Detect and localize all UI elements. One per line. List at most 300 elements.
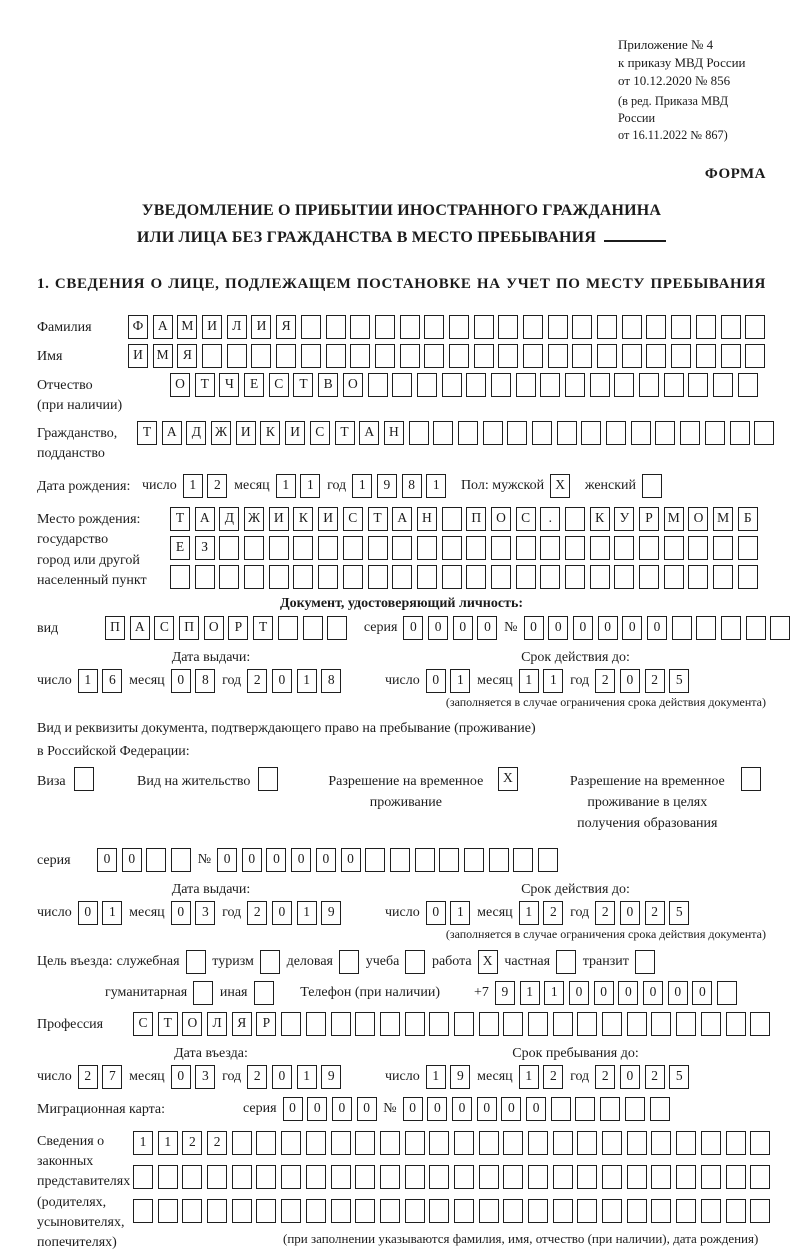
representative-cell[interactable] <box>256 1165 276 1189</box>
entry-day-cell[interactable]: 7 <box>102 1065 122 1089</box>
citizenship-cell[interactable] <box>680 421 700 445</box>
birth-place-cell[interactable] <box>392 536 412 560</box>
patronymic-cell[interactable] <box>565 373 585 397</box>
migration-number-cell[interactable] <box>600 1097 620 1121</box>
patronymic-cell[interactable] <box>540 373 560 397</box>
representative-cell[interactable] <box>726 1199 746 1223</box>
migration-series-cell[interactable]: 0 <box>332 1097 352 1121</box>
purpose-transit-checkbox[interactable] <box>635 950 655 974</box>
birth-place-cell[interactable] <box>540 565 560 589</box>
valid-day-cell[interactable]: 1 <box>450 669 470 693</box>
citizenship-cell[interactable] <box>532 421 552 445</box>
birth-place-cell[interactable] <box>318 565 338 589</box>
representative-cell[interactable] <box>577 1165 597 1189</box>
entry-year-cell[interactable]: 9 <box>321 1065 341 1089</box>
representative-cell[interactable] <box>627 1131 647 1155</box>
citizenship-cell[interactable] <box>705 421 725 445</box>
representative-cell[interactable] <box>429 1165 449 1189</box>
profession-cell[interactable] <box>479 1012 499 1036</box>
patronymic-cell[interactable]: Т <box>195 373 215 397</box>
birth-place-cell[interactable] <box>565 507 585 531</box>
name-cell[interactable] <box>474 344 494 368</box>
birth-place-cell[interactable]: Д <box>219 507 239 531</box>
representative-cell[interactable] <box>306 1165 326 1189</box>
representative-cell[interactable] <box>158 1165 178 1189</box>
phone-cell[interactable]: 0 <box>668 981 688 1005</box>
issue-year-cell[interactable]: 1 <box>297 669 317 693</box>
doc-kind-cell[interactable]: Р <box>228 616 248 640</box>
patronymic-cell[interactable]: Е <box>244 373 264 397</box>
purpose-study-checkbox[interactable] <box>405 950 425 974</box>
issue-day-cell[interactable]: 1 <box>78 669 98 693</box>
stay-day-cell[interactable]: 9 <box>450 1065 470 1089</box>
residence-number-cell[interactable]: 0 <box>341 848 361 872</box>
representative-cell[interactable] <box>232 1199 252 1223</box>
temp-residence-checkbox[interactable]: X <box>498 767 518 791</box>
res-issue-year-cell[interactable]: 1 <box>297 901 317 925</box>
birth-place-cell[interactable] <box>491 565 511 589</box>
representative-cell[interactable] <box>750 1131 770 1155</box>
representative-cell[interactable] <box>380 1165 400 1189</box>
birth-day-cell[interactable]: 2 <box>207 474 227 498</box>
profession-cell[interactable] <box>306 1012 326 1036</box>
birth-place-cell[interactable]: П <box>466 507 486 531</box>
birth-place-cell[interactable] <box>417 536 437 560</box>
residence-number-cell[interactable]: 0 <box>266 848 286 872</box>
surname-cell[interactable]: Я <box>276 315 296 339</box>
representative-cell[interactable]: 1 <box>158 1131 178 1155</box>
citizenship-cell[interactable] <box>631 421 651 445</box>
res-valid-year-cell[interactable]: 0 <box>620 901 640 925</box>
citizenship-cell[interactable] <box>557 421 577 445</box>
birth-place-cell[interactable] <box>688 536 708 560</box>
res-issue-day-cell[interactable]: 0 <box>78 901 98 925</box>
birth-place-cell[interactable] <box>614 565 634 589</box>
representative-cell[interactable] <box>281 1199 301 1223</box>
profession-cell[interactable]: С <box>133 1012 153 1036</box>
birth-place-cell[interactable] <box>219 565 239 589</box>
residence-number-cell[interactable]: 0 <box>291 848 311 872</box>
res-valid-day-cell[interactable]: 1 <box>450 901 470 925</box>
citizenship-cell[interactable]: И <box>285 421 305 445</box>
representative-cell[interactable] <box>133 1199 153 1223</box>
residence-number-cell[interactable]: 0 <box>242 848 262 872</box>
representative-cell[interactable] <box>158 1199 178 1223</box>
representative-cell[interactable] <box>133 1165 153 1189</box>
birth-place-cell[interactable] <box>244 536 264 560</box>
residence-number-cell[interactable] <box>464 848 484 872</box>
doc-number-cell[interactable]: 0 <box>548 616 568 640</box>
entry-month-cell[interactable]: 0 <box>171 1065 191 1089</box>
representative-cell[interactable] <box>577 1131 597 1155</box>
representative-cell[interactable] <box>553 1199 573 1223</box>
representative-cell[interactable] <box>355 1199 375 1223</box>
residence-number-cell[interactable] <box>365 848 385 872</box>
name-cell[interactable] <box>721 344 741 368</box>
res-valid-day-cell[interactable]: 0 <box>426 901 446 925</box>
issue-day-cell[interactable]: 6 <box>102 669 122 693</box>
doc-number-cell[interactable] <box>672 616 692 640</box>
patronymic-cell[interactable] <box>664 373 684 397</box>
citizenship-cell[interactable]: А <box>359 421 379 445</box>
res-issue-year-cell[interactable]: 0 <box>272 901 292 925</box>
representative-cell[interactable] <box>207 1165 227 1189</box>
migration-number-cell[interactable] <box>625 1097 645 1121</box>
birth-place-cell[interactable] <box>639 536 659 560</box>
birth-month-cell[interactable]: 1 <box>300 474 320 498</box>
representative-cell[interactable] <box>405 1131 425 1155</box>
representative-cell[interactable] <box>503 1199 523 1223</box>
patronymic-cell[interactable] <box>368 373 388 397</box>
representative-cell[interactable]: 1 <box>133 1131 153 1155</box>
representative-cell[interactable] <box>331 1131 351 1155</box>
representative-cell[interactable] <box>207 1199 227 1223</box>
surname-cell[interactable] <box>301 315 321 339</box>
representative-cell[interactable] <box>256 1131 276 1155</box>
patronymic-cell[interactable]: В <box>318 373 338 397</box>
representative-cell[interactable]: 2 <box>182 1131 202 1155</box>
issue-year-cell[interactable]: 8 <box>321 669 341 693</box>
birth-place-cell[interactable]: О <box>491 507 511 531</box>
residence-number-cell[interactable]: 0 <box>217 848 237 872</box>
profession-cell[interactable] <box>503 1012 523 1036</box>
purpose-private-checkbox[interactable] <box>556 950 576 974</box>
migration-number-cell[interactable]: 0 <box>452 1097 472 1121</box>
representative-cell[interactable] <box>182 1199 202 1223</box>
representative-cell[interactable] <box>627 1199 647 1223</box>
res-valid-year-cell[interactable]: 2 <box>595 901 615 925</box>
doc-series-cell[interactable]: 0 <box>477 616 497 640</box>
name-cell[interactable]: И <box>128 344 148 368</box>
birth-place-cell[interactable] <box>466 565 486 589</box>
residence-series-cell[interactable]: 0 <box>97 848 117 872</box>
migration-number-cell[interactable] <box>575 1097 595 1121</box>
surname-cell[interactable] <box>721 315 741 339</box>
birth-place-cell[interactable] <box>392 565 412 589</box>
patronymic-cell[interactable] <box>417 373 437 397</box>
citizenship-cell[interactable] <box>433 421 453 445</box>
birth-place-cell[interactable] <box>466 536 486 560</box>
representative-cell[interactable] <box>429 1131 449 1155</box>
patronymic-cell[interactable] <box>491 373 511 397</box>
entry-year-cell[interactable]: 0 <box>272 1065 292 1089</box>
residence-number-cell[interactable] <box>538 848 558 872</box>
birth-place-cell[interactable]: Т <box>170 507 190 531</box>
stay-year-cell[interactable]: 2 <box>645 1065 665 1089</box>
representative-cell[interactable] <box>528 1131 548 1155</box>
doc-kind-cell[interactable]: Т <box>253 616 273 640</box>
doc-number-cell[interactable] <box>746 616 766 640</box>
birth-place-cell[interactable] <box>516 536 536 560</box>
representative-cell[interactable]: 2 <box>207 1131 227 1155</box>
representative-cell[interactable] <box>602 1199 622 1223</box>
birth-place-cell[interactable] <box>293 536 313 560</box>
valid-month-cell[interactable]: 1 <box>543 669 563 693</box>
representative-cell[interactable] <box>676 1165 696 1189</box>
name-cell[interactable] <box>400 344 420 368</box>
representative-cell[interactable] <box>232 1165 252 1189</box>
phone-cell[interactable]: 9 <box>495 981 515 1005</box>
birth-place-cell[interactable] <box>664 565 684 589</box>
representative-cell[interactable] <box>627 1165 647 1189</box>
patronymic-cell[interactable] <box>738 373 758 397</box>
birth-place-cell[interactable]: И <box>269 507 289 531</box>
temp-residence-education-checkbox[interactable] <box>741 767 761 791</box>
name-cell[interactable] <box>646 344 666 368</box>
representative-cell[interactable] <box>479 1199 499 1223</box>
profession-cell[interactable] <box>676 1012 696 1036</box>
purpose-business-checkbox[interactable] <box>339 950 359 974</box>
patronymic-cell[interactable] <box>688 373 708 397</box>
birth-place-cell[interactable]: К <box>590 507 610 531</box>
birth-place-cell[interactable]: М <box>713 507 733 531</box>
doc-number-cell[interactable]: 0 <box>598 616 618 640</box>
surname-cell[interactable] <box>696 315 716 339</box>
birth-place-cell[interactable]: О <box>688 507 708 531</box>
representative-cell[interactable] <box>429 1199 449 1223</box>
profession-cell[interactable] <box>750 1012 770 1036</box>
valid-year-cell[interactable]: 2 <box>595 669 615 693</box>
birth-place-cell[interactable] <box>170 565 190 589</box>
name-cell[interactable] <box>449 344 469 368</box>
surname-cell[interactable] <box>572 315 592 339</box>
doc-number-cell[interactable]: 0 <box>573 616 593 640</box>
res-issue-day-cell[interactable]: 1 <box>102 901 122 925</box>
birth-place-cell[interactable] <box>442 536 462 560</box>
surname-cell[interactable] <box>375 315 395 339</box>
stay-month-cell[interactable]: 1 <box>519 1065 539 1089</box>
name-cell[interactable] <box>498 344 518 368</box>
representative-cell[interactable] <box>306 1199 326 1223</box>
name-cell[interactable]: М <box>153 344 173 368</box>
representative-cell[interactable] <box>602 1131 622 1155</box>
phone-cell[interactable] <box>717 981 737 1005</box>
surname-cell[interactable]: М <box>177 315 197 339</box>
sex-female-checkbox[interactable] <box>642 474 662 498</box>
representative-cell[interactable] <box>676 1131 696 1155</box>
birth-place-cell[interactable] <box>614 536 634 560</box>
patronymic-cell[interactable]: Т <box>293 373 313 397</box>
citizenship-cell[interactable] <box>655 421 675 445</box>
representative-cell[interactable] <box>701 1199 721 1223</box>
purpose-official-checkbox[interactable] <box>186 950 206 974</box>
birth-place-cell[interactable] <box>565 565 585 589</box>
patronymic-cell[interactable] <box>466 373 486 397</box>
doc-kind-cell[interactable]: О <box>204 616 224 640</box>
entry-month-cell[interactable]: 3 <box>195 1065 215 1089</box>
name-cell[interactable] <box>202 344 222 368</box>
birth-place-cell[interactable] <box>368 565 388 589</box>
birth-month-cell[interactable]: 1 <box>276 474 296 498</box>
entry-day-cell[interactable]: 2 <box>78 1065 98 1089</box>
patronymic-cell[interactable]: О <box>343 373 363 397</box>
birth-place-cell[interactable] <box>688 565 708 589</box>
migration-series-cell[interactable]: 0 <box>307 1097 327 1121</box>
name-cell[interactable] <box>424 344 444 368</box>
stay-year-cell[interactable]: 0 <box>620 1065 640 1089</box>
birth-place-cell[interactable] <box>516 565 536 589</box>
doc-number-cell[interactable] <box>721 616 741 640</box>
name-cell[interactable]: Я <box>177 344 197 368</box>
phone-cell[interactable]: 0 <box>692 981 712 1005</box>
profession-cell[interactable] <box>553 1012 573 1036</box>
birth-place-cell[interactable] <box>713 565 733 589</box>
name-cell[interactable] <box>350 344 370 368</box>
name-cell[interactable] <box>301 344 321 368</box>
surname-cell[interactable] <box>449 315 469 339</box>
representative-cell[interactable] <box>701 1131 721 1155</box>
citizenship-cell[interactable]: Т <box>335 421 355 445</box>
citizenship-cell[interactable]: Т <box>137 421 157 445</box>
res-issue-month-cell[interactable]: 0 <box>171 901 191 925</box>
doc-kind-cell[interactable] <box>303 616 323 640</box>
birth-day-cell[interactable]: 1 <box>183 474 203 498</box>
res-valid-year-cell[interactable]: 2 <box>645 901 665 925</box>
profession-cell[interactable] <box>405 1012 425 1036</box>
phone-cell[interactable]: 0 <box>594 981 614 1005</box>
name-cell[interactable] <box>745 344 765 368</box>
representative-cell[interactable] <box>306 1131 326 1155</box>
phone-cell[interactable]: 1 <box>544 981 564 1005</box>
birth-place-cell[interactable]: И <box>318 507 338 531</box>
profession-cell[interactable]: Т <box>158 1012 178 1036</box>
birth-place-cell[interactable] <box>442 565 462 589</box>
patronymic-cell[interactable]: О <box>170 373 190 397</box>
res-issue-year-cell[interactable]: 2 <box>247 901 267 925</box>
patronymic-cell[interactable] <box>590 373 610 397</box>
representative-cell[interactable] <box>479 1165 499 1189</box>
res-valid-month-cell[interactable]: 2 <box>543 901 563 925</box>
representative-cell[interactable] <box>331 1165 351 1189</box>
citizenship-cell[interactable]: С <box>310 421 330 445</box>
representative-cell[interactable] <box>479 1131 499 1155</box>
migration-series-cell[interactable]: 0 <box>357 1097 377 1121</box>
birth-place-cell[interactable]: . <box>540 507 560 531</box>
name-cell[interactable] <box>227 344 247 368</box>
representative-cell[interactable] <box>454 1199 474 1223</box>
profession-cell[interactable] <box>281 1012 301 1036</box>
representative-cell[interactable] <box>256 1199 276 1223</box>
patronymic-cell[interactable] <box>639 373 659 397</box>
purpose-tourism-checkbox[interactable] <box>260 950 280 974</box>
sex-male-checkbox[interactable]: X <box>550 474 570 498</box>
patronymic-cell[interactable]: Ч <box>219 373 239 397</box>
citizenship-cell[interactable] <box>730 421 750 445</box>
profession-cell[interactable] <box>651 1012 671 1036</box>
birth-place-cell[interactable] <box>442 507 462 531</box>
birth-place-cell[interactable] <box>738 536 758 560</box>
phone-cell[interactable]: 0 <box>643 981 663 1005</box>
residence-series-cell[interactable]: 0 <box>122 848 142 872</box>
birth-place-cell[interactable]: Е <box>170 536 190 560</box>
name-cell[interactable] <box>597 344 617 368</box>
profession-cell[interactable] <box>355 1012 375 1036</box>
profession-cell[interactable]: О <box>182 1012 202 1036</box>
representative-cell[interactable] <box>651 1165 671 1189</box>
issue-year-cell[interactable]: 2 <box>247 669 267 693</box>
birth-place-cell[interactable] <box>417 565 437 589</box>
profession-cell[interactable] <box>602 1012 622 1036</box>
residence-series-cell[interactable] <box>146 848 166 872</box>
residence-number-cell[interactable] <box>489 848 509 872</box>
citizenship-cell[interactable] <box>606 421 626 445</box>
profession-cell[interactable]: Р <box>256 1012 276 1036</box>
stay-year-cell[interactable]: 5 <box>669 1065 689 1089</box>
birth-place-cell[interactable]: А <box>195 507 215 531</box>
birth-place-cell[interactable]: Р <box>639 507 659 531</box>
representative-cell[interactable] <box>651 1131 671 1155</box>
name-cell[interactable] <box>696 344 716 368</box>
representative-cell[interactable] <box>232 1131 252 1155</box>
representative-cell[interactable] <box>503 1165 523 1189</box>
surname-cell[interactable] <box>548 315 568 339</box>
citizenship-cell[interactable] <box>483 421 503 445</box>
residence-number-cell[interactable]: 0 <box>316 848 336 872</box>
birth-place-cell[interactable] <box>343 565 363 589</box>
valid-day-cell[interactable]: 0 <box>426 669 446 693</box>
birth-place-cell[interactable] <box>664 536 684 560</box>
representative-cell[interactable] <box>750 1199 770 1223</box>
residence-permit-checkbox[interactable] <box>258 767 278 791</box>
stay-year-cell[interactable]: 2 <box>595 1065 615 1089</box>
representative-cell[interactable] <box>380 1131 400 1155</box>
stay-month-cell[interactable]: 2 <box>543 1065 563 1089</box>
surname-cell[interactable] <box>523 315 543 339</box>
representative-cell[interactable] <box>528 1165 548 1189</box>
profession-cell[interactable] <box>429 1012 449 1036</box>
representative-cell[interactable] <box>553 1131 573 1155</box>
representative-cell[interactable] <box>726 1131 746 1155</box>
representative-cell[interactable] <box>281 1165 301 1189</box>
name-cell[interactable] <box>523 344 543 368</box>
patronymic-cell[interactable] <box>442 373 462 397</box>
name-cell[interactable] <box>671 344 691 368</box>
name-cell[interactable] <box>375 344 395 368</box>
patronymic-cell[interactable] <box>516 373 536 397</box>
surname-cell[interactable] <box>498 315 518 339</box>
citizenship-cell[interactable] <box>409 421 429 445</box>
visa-checkbox[interactable] <box>74 767 94 791</box>
migration-number-cell[interactable]: 0 <box>403 1097 423 1121</box>
representative-cell[interactable] <box>577 1199 597 1223</box>
doc-kind-cell[interactable]: П <box>105 616 125 640</box>
birth-year-cell[interactable]: 1 <box>426 474 446 498</box>
surname-cell[interactable] <box>745 315 765 339</box>
citizenship-cell[interactable] <box>458 421 478 445</box>
doc-series-cell[interactable]: 0 <box>428 616 448 640</box>
citizenship-cell[interactable] <box>581 421 601 445</box>
surname-cell[interactable] <box>424 315 444 339</box>
representative-cell[interactable] <box>355 1165 375 1189</box>
migration-number-cell[interactable]: 0 <box>526 1097 546 1121</box>
purpose-other-checkbox[interactable] <box>254 981 274 1005</box>
valid-month-cell[interactable]: 1 <box>519 669 539 693</box>
birth-place-cell[interactable] <box>244 565 264 589</box>
birth-place-cell[interactable]: С <box>516 507 536 531</box>
migration-series-cell[interactable]: 0 <box>283 1097 303 1121</box>
surname-cell[interactable] <box>646 315 666 339</box>
birth-place-cell[interactable] <box>738 565 758 589</box>
entry-year-cell[interactable]: 1 <box>297 1065 317 1089</box>
stay-day-cell[interactable]: 1 <box>426 1065 446 1089</box>
patronymic-cell[interactable] <box>614 373 634 397</box>
phone-cell[interactable]: 0 <box>569 981 589 1005</box>
birth-place-cell[interactable]: Б <box>738 507 758 531</box>
name-cell[interactable] <box>276 344 296 368</box>
doc-kind-cell[interactable]: П <box>179 616 199 640</box>
doc-series-cell[interactable]: 0 <box>403 616 423 640</box>
surname-cell[interactable] <box>326 315 346 339</box>
